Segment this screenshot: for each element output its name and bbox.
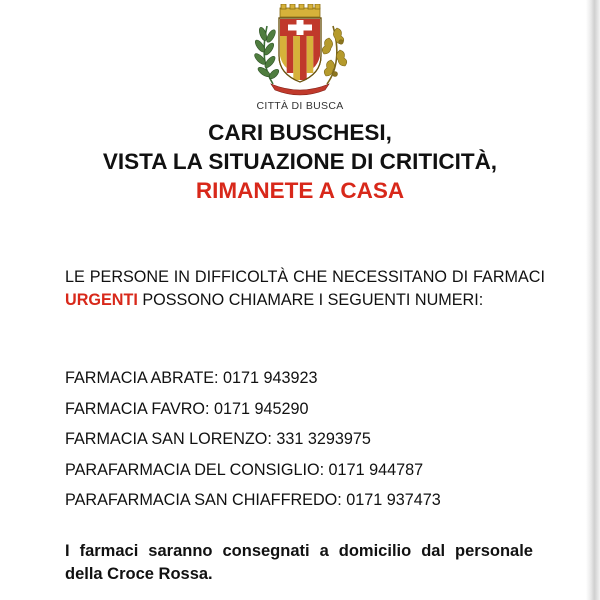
pharmacy-item: FARMACIA SAN LORENZO: 331 3293975 [65,430,371,448]
pharmacy-list [65,366,441,519]
intro-urgent-highlight: URGENTI [65,291,138,309]
intro-paragraph [65,266,545,312]
city-coat-of-arms-icon [245,4,355,96]
headline [0,118,600,205]
headline-line-1: CARI BUSCHESI, [208,120,392,145]
city-header [0,4,600,112]
delivery-note: I farmaci saranno consegnati a domicilio dal personale della Croce Rossa. [65,542,533,583]
intro-text-after: POSSONO CHIAMARE I SEGUENTI NUMERI: [137,291,484,309]
pharmacy-item: PARAFARMACIA SAN CHIAFFREDO: 0171 937473 [65,491,441,509]
intro-text-before: LE PERSONE IN DIFFICOLTÀ CHE NECESSITANO DI FARMACI [65,268,545,286]
headline-stay-home: RIMANETE A CASA [195,178,405,203]
city-name: CITTÀ DI BUSCA [256,100,344,112]
pharmacy-item: PARAFARMACIA DEL CONSIGLIO: 0171 944787 [65,460,424,479]
headline-line-2: VISTA LA SITUAZIONE DI CRITICITÀ, [102,149,498,174]
pharmacy-item: FARMACIA FAVRO: 0171 945290 [65,399,309,418]
pharmacy-item: FARMACIA ABRATE: 0171 943923 [65,369,318,387]
